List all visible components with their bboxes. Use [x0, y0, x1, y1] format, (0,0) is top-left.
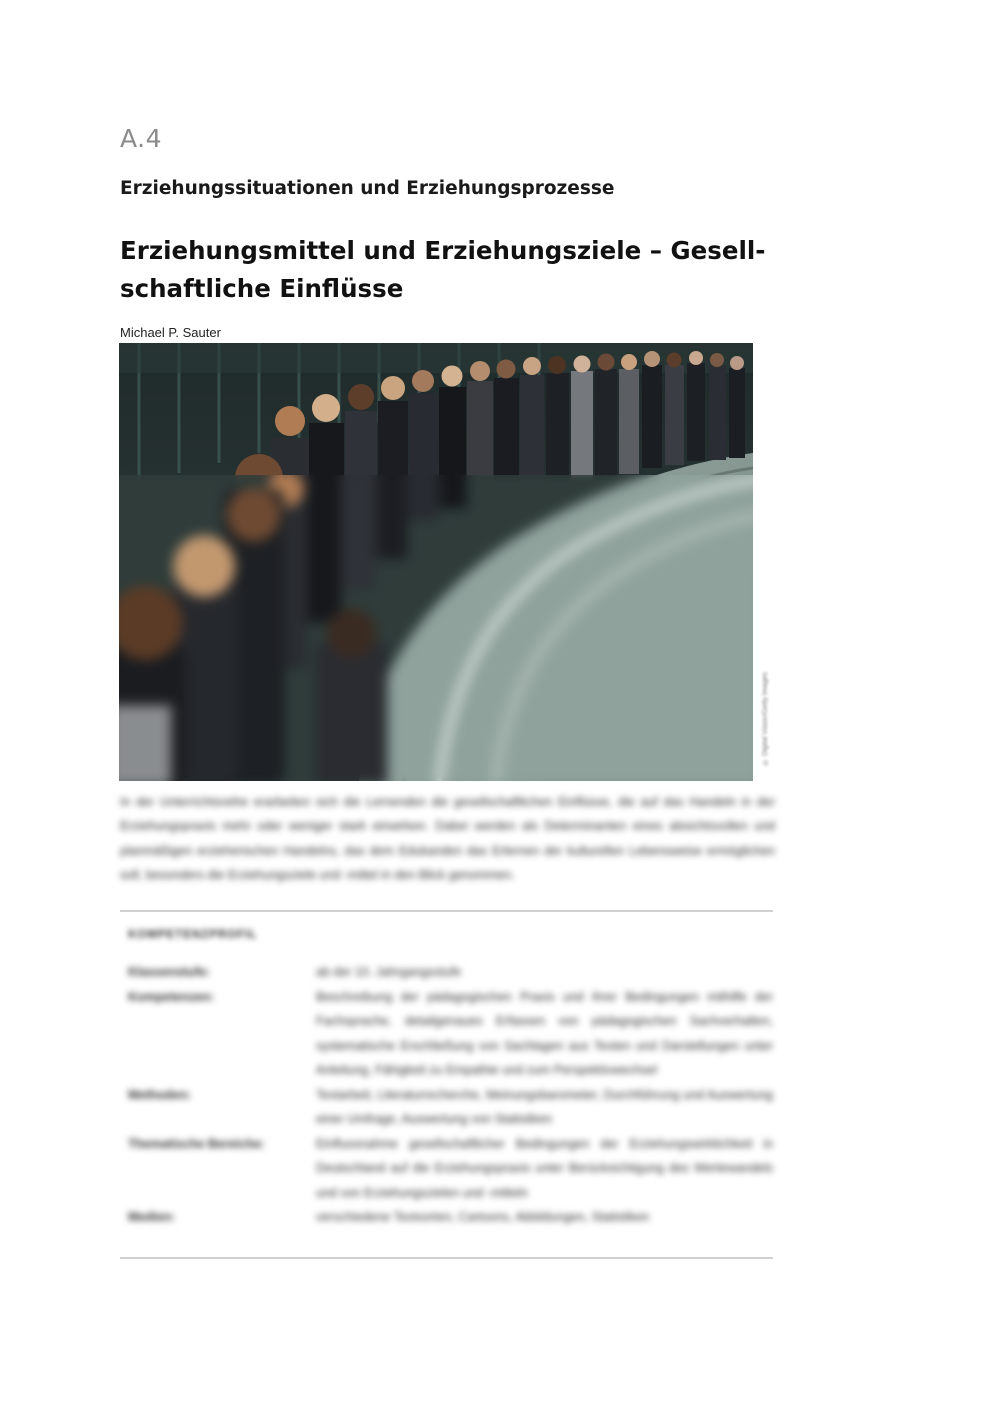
profile-value: Beschreibung der pädagogischen Praxis und ihrer Bedingungen mithilfe der Fachsprache, detailgenaues Erfassen von pädagogischen Sachverhalten, systematische Erschließung von Sachlagen aus Texten und Darstellungen unter Anleitung, Fähigkeit zu Empathie und zum Perspektivwechsel [316, 989, 773, 1077]
photo-blur-overlay [119, 475, 753, 781]
title-line-2: schaftliche Einflüsse [120, 274, 404, 303]
profile-row-methods [128, 1083, 773, 1132]
profile-row-competences [128, 985, 773, 1083]
competence-profile-heading: KOMPETENZPROFIL [128, 929, 258, 941]
profile-value: ab der 10. Jahrgangsstufe [316, 965, 462, 979]
intro-paragraph: In der Unterrichtsreihe erarbeiten sich die Lernenden die gesellschaftlichen Einflüsse, die auf das Handeln in der Erziehungspraxis mehr oder weniger stark einwirken. Dabei werden als Determinanten eines absichtsvollen und planmäßigen erzieherischen Handelns, das dem Edukanden das Erlernen der kulturellen Lebensweise ermöglichen soll, besonders die Erziehungsziele und -mittel in den Blick genommen. [120, 795, 775, 882]
profile-label: Thematische Bereiche: [128, 1136, 265, 1151]
cover-photo [119, 343, 753, 781]
divider-top [120, 910, 773, 912]
profile-label: Klassenstufe: [128, 965, 210, 979]
profile-value: verschiedene Textsorten, Cartoons, Abbildungen, Statistiken [316, 1210, 650, 1224]
section-code: A.4 [120, 124, 163, 153]
profile-value: Einflussnahme gesellschaftlicher Bedingungen der Erziehungswirklichkeit in Deutschland auf die Erziehungspraxis unter Berücksichtigung des Wertewandels und von Erziehungszielen und -mitteln [316, 1136, 773, 1200]
profile-row-grade [128, 960, 773, 985]
competence-profile-table [128, 960, 773, 1230]
photo-credit: © Digital Vision/Getty Images [762, 672, 769, 765]
title-line-1: Erziehungsmittel und Erziehungsziele – Gesell- [120, 236, 766, 265]
profile-label: Methoden: [128, 1087, 192, 1102]
profile-label: Kompetenzen: [128, 989, 215, 1004]
author: Michael P. Sauter [120, 325, 221, 340]
profile-row-topics [128, 1132, 773, 1206]
chapter-heading: Erziehungssituationen und Erziehungsprozesse [120, 178, 615, 199]
profile-row-media [128, 1205, 773, 1230]
profile-value: Textarbeit, Literaturrecherche, Meinungsbarometer, Durchführung und Auswertung einer Umfrage, Auswertung von Statistiken [316, 1087, 773, 1126]
divider-bottom [120, 1257, 773, 1259]
page-title [120, 232, 780, 308]
profile-label: Medien: [128, 1210, 176, 1224]
